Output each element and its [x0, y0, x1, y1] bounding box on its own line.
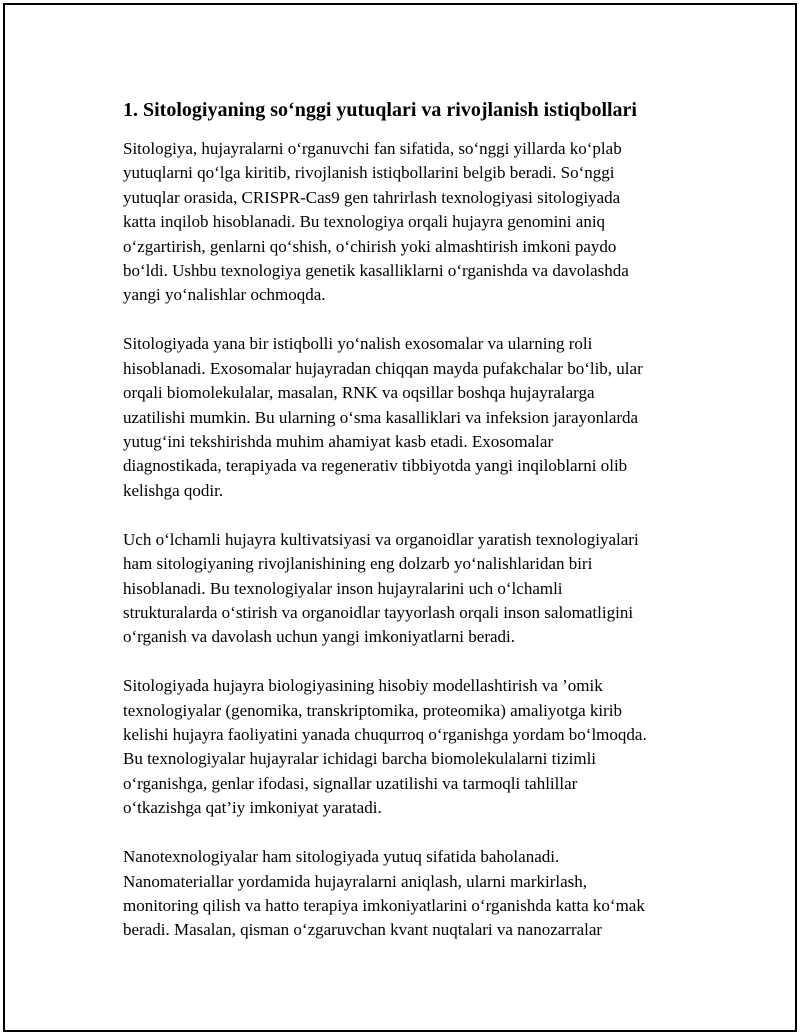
- paragraph-exosomes: [123, 332, 703, 503]
- section-heading: 1. Sitologiyaning so‘nggi yutuqlari va rivojlanish istiqbollari: [123, 99, 637, 121]
- page-border: [3, 3, 797, 1032]
- text-line: Sitologiyada yana bir istiqbolli yo‘nalish exosomalar va ularning roli: [123, 334, 593, 354]
- text-line: beradi. Masalan, qisman o‘zgaruvchan kvant nuqtalari va nanozarralar: [123, 920, 603, 940]
- text-line: o‘zgartirish, genlarni qo‘shish, o‘chirish yoki almashtirish imkoni paydo: [123, 236, 617, 256]
- document-body: [123, 97, 703, 967]
- text-line: strukturalarda o‘stirish va organoidlar tayyorlash orqali inson salomatligini: [123, 602, 634, 622]
- text-line: diagnostikada, terapiyada va regenerativ tibbiyotda yangi inqiloblarni olib: [123, 456, 628, 476]
- paragraph-crispr: [123, 137, 703, 308]
- text-line: hisoblanadi. Bu texnologiyalar inson hujayralarini uch o‘lchamli: [123, 578, 563, 598]
- text-line: bo‘ldi. Ushbu texnologiya genetik kasalliklarni o‘rganishda va davolashda: [123, 261, 629, 281]
- text-line: monitoring qilish va hatto terapiya imkoniyatlarini o‘rganishda katta ko‘mak: [123, 895, 645, 915]
- text-line: o‘rganishga, genlar ifodasi, signallar uzatilishi va tarmoqli tahlillar: [123, 773, 578, 793]
- text-line: uzatilishi mumkin. Bu ularning o‘sma kasalliklari va infeksion jarayonlarda: [123, 407, 639, 427]
- text-line: Sitologiyada hujayra biologiyasining hisobiy modellashtirish va ’omik: [123, 676, 603, 696]
- text-line: orqali biomolekulalar, masalan, RNK va oqsillar boshqa hujayralarga: [123, 383, 595, 403]
- text-line: yutuqlar orasida, CRISPR-Cas9 gen tahrirlash texnologiyasi sitologiyada: [123, 187, 621, 207]
- text-line: Nanomateriallar yordamida hujayralarni aniqlash, ularni markirlash,: [123, 871, 588, 891]
- text-line: yutuqlarni qo‘lga kiritib, rivojlanish istiqbollarini belgib beradi. So‘nggi: [123, 163, 615, 183]
- text-line: kelishga qodir.: [123, 480, 224, 500]
- text-line: Uch o‘lchamli hujayra kultivatsiyasi va organoidlar yaratish texnologiyalari: [123, 529, 639, 549]
- text-line: o‘rganish va davolash uchun yangi imkoniyatlarni beradi.: [123, 627, 516, 647]
- text-line: ham sitologiyaning rivojlanishining eng dolzarb yo‘nalishlaridan biri: [123, 554, 593, 574]
- text-line: Bu texnologiyalar hujayralar ichidagi barcha biomolekulalarni tizimli: [123, 749, 597, 769]
- text-line: katta inqilob hisoblanadi. Bu texnologiya orqali hujayra genomini aniq: [123, 212, 606, 232]
- text-line: texnologiyalar (genomika, transkriptomika, proteomika) amaliyotga kirib: [123, 700, 623, 720]
- paragraph-nanotech: [123, 845, 703, 943]
- paragraph-organoids: [123, 528, 703, 650]
- text-line: o‘tkazishga qat’iy imkoniyat yaratadi.: [123, 798, 382, 818]
- text-line: hisoblanadi. Exosomalar hujayradan chiqqan mayda pufakchalar bo‘lib, ular: [123, 358, 643, 378]
- text-line: Sitologiya, hujayralarni o‘rganuvchi fan sifatida, so‘nggi yillarda ko‘plab: [123, 139, 622, 158]
- text-line: Nanotexnologiyalar ham sitologiyada yutuq sifatida baholanadi.: [123, 847, 560, 867]
- text-line: yangi yo‘nalishlar ochmoqda.: [123, 285, 326, 305]
- text-line: yutug‘ini tekshirishda muhim ahamiyat kasb etadi. Exosomalar: [123, 431, 554, 451]
- text-line: kelishi hujayra faoliyatini yanada chuqurroq o‘rganishga yordam bo‘lmoqda.: [123, 725, 647, 745]
- paragraph-omics: [123, 674, 703, 820]
